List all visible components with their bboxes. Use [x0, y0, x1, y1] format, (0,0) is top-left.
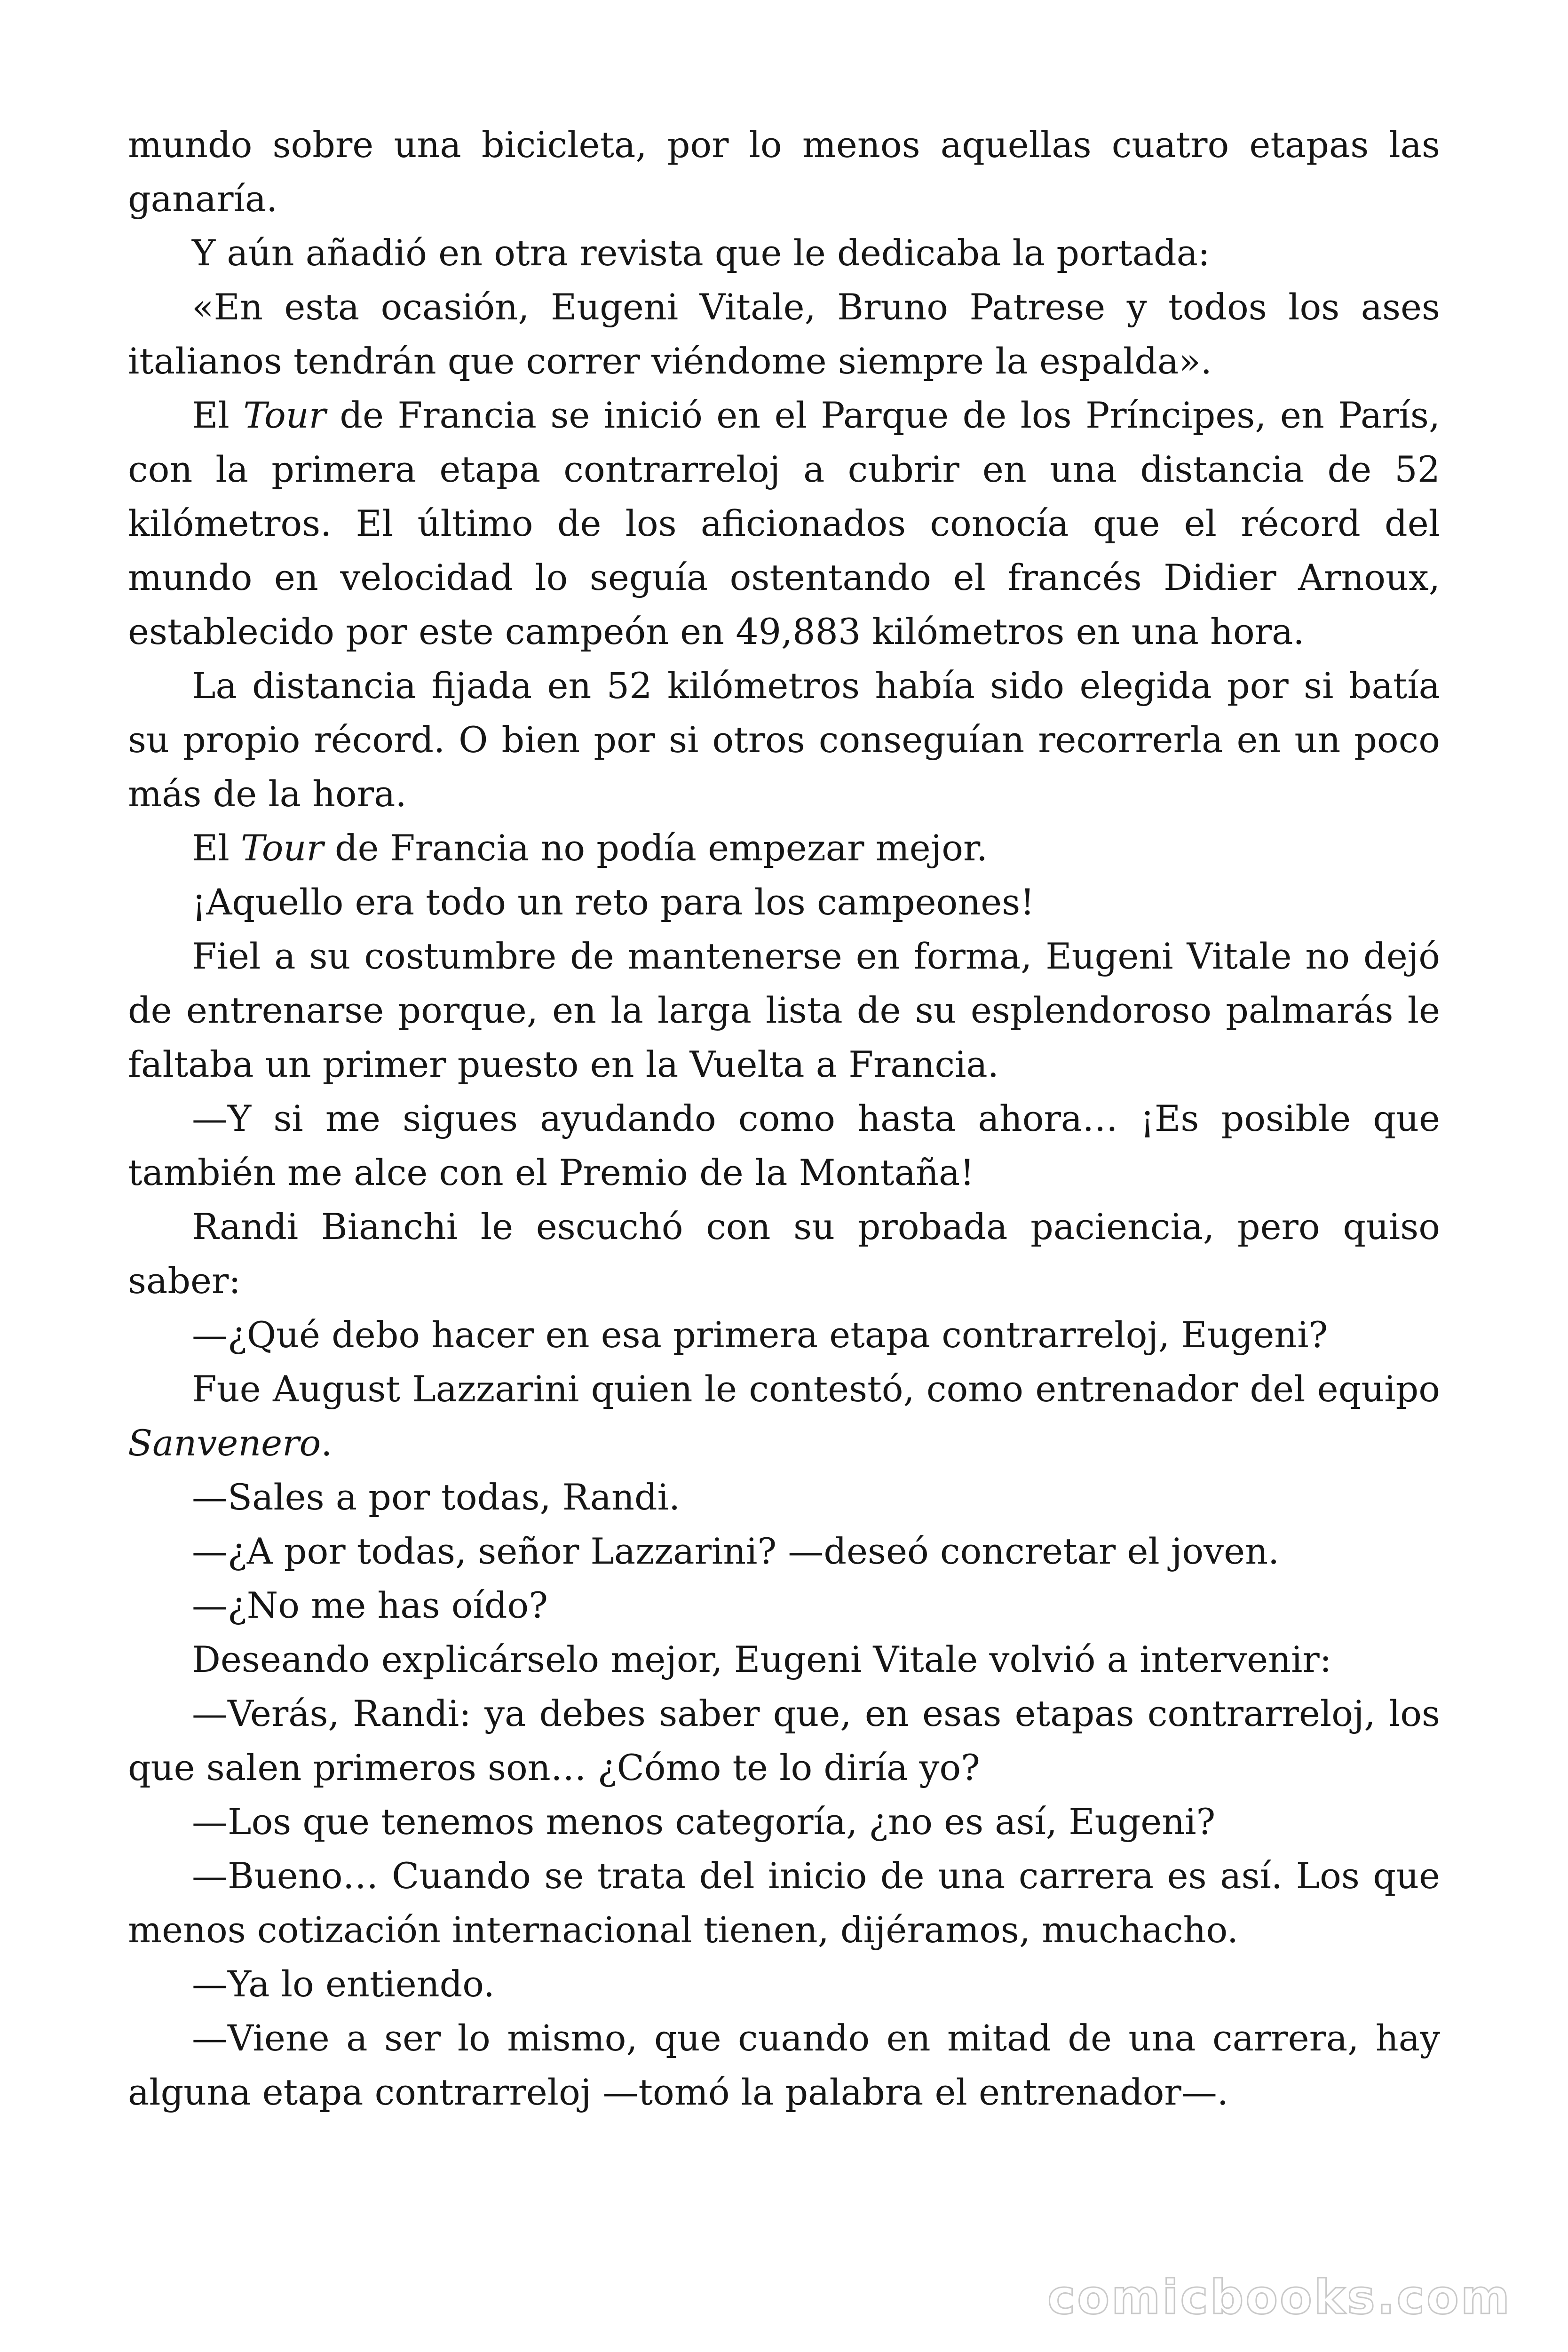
- paragraph: [128, 280, 1440, 388]
- text-segment: —¿Qué debo hacer en esa primera etapa contrarreloj, Eugeni?: [192, 1314, 1328, 1356]
- watermark-logo: comicbooks.com: [1047, 2270, 1512, 2325]
- text-segment: —¿A por todas, señor Lazzarini? —deseó concretar el joven.: [192, 1530, 1280, 1572]
- paragraph: [128, 1795, 1440, 1849]
- text-segment: —¿No me has oído?: [192, 1584, 548, 1626]
- text-segment: de Francia se inició en el Parque de los Príncipes, en París, con la primera etapa contrarreloj a cubrir en una distancia de 52 kilómetros. El último de los aficionados conocía que el récord del mundo en velocidad lo seguía ostentando el francés Didier Arnoux, establecido por este campeón en 49,883 kilómetros en una hora.: [128, 394, 1440, 652]
- text-segment: El: [192, 394, 244, 436]
- paragraph: [128, 1686, 1440, 1795]
- text-segment: .: [321, 1422, 333, 1464]
- italic-text: Tour: [240, 827, 324, 869]
- paragraph: [128, 1849, 1440, 1957]
- text-segment: El: [192, 827, 241, 869]
- text-segment: —Verás, Randi: ya debes saber que, en esas etapas contrarreloj, los que salen primeros son… ¿Cómo te lo diría yo?: [128, 1692, 1440, 1788]
- paragraph: [128, 1362, 1440, 1470]
- paragraph: [128, 1308, 1440, 1362]
- italic-text: Sanvenero: [128, 1422, 321, 1464]
- text-segment: —Los que tenemos menos categoría, ¿no es así, Eugeni?: [192, 1801, 1216, 1843]
- text-segment: —Bueno… Cuando se trata del inicio de una carrera es así. Los que menos cotización internacional tienen, dijéramos, muchacho.: [128, 1855, 1440, 1951]
- text-segment: La distancia fijada en 52 kilómetros había sido elegida por si batía su propio récord. O bien por si otros conseguían recorrerla en un poco más de la hora.: [128, 665, 1440, 815]
- text-segment: —Viene a ser lo mismo, que cuando en mitad de una carrera, hay alguna etapa contrarreloj —tomó la palabra el entrenador—.: [128, 2017, 1440, 2113]
- text-segment: mundo sobre una bicicleta, por lo menos aquellas cuatro etapas las ganaría.: [128, 124, 1440, 220]
- book-page: [128, 118, 1440, 2119]
- paragraph: [128, 1957, 1440, 2011]
- paragraph: [128, 118, 1440, 226]
- text-segment: Randi Bianchi le escuchó con su probada paciencia, pero quiso saber:: [128, 1206, 1440, 1302]
- text-segment: de Francia no podía empezar mejor.: [323, 827, 988, 869]
- text-segment: —Y si me sigues ayudando como hasta ahora… ¡Es posible que también me alce con el Premio de la Montaña!: [128, 1097, 1440, 1193]
- paragraph: [128, 821, 1440, 875]
- paragraph: [128, 1200, 1440, 1308]
- text-segment: Fue August Lazzarini quien le contestó, como entrenador del equipo: [192, 1368, 1440, 1410]
- paragraph: [128, 388, 1440, 659]
- paragraph: [128, 1632, 1440, 1686]
- text-segment: Deseando explicárselo mejor, Eugeni Vitale volvió a intervenir:: [192, 1638, 1332, 1680]
- text-segment: Fiel a su costumbre de mantenerse en forma, Eugeni Vitale no dejó de entrenarse porque, en la larga lista de su esplendoroso palmarás le faltaba un primer puesto en la Vuelta a Francia.: [128, 935, 1440, 1085]
- paragraph: [128, 1470, 1440, 1524]
- paragraph: [128, 226, 1440, 280]
- paragraph: [128, 875, 1440, 929]
- paragraph: [128, 1578, 1440, 1632]
- paragraph: [128, 659, 1440, 821]
- paragraph: [128, 929, 1440, 1091]
- paragraph: [128, 1524, 1440, 1578]
- text-segment: —Sales a por todas, Randi.: [192, 1476, 681, 1518]
- text-segment: «En esta ocasión, Eugeni Vitale, Bruno Patrese y todos los ases italianos tendrán que correr viéndome siempre la espalda».: [128, 286, 1440, 382]
- paragraph: [128, 1091, 1440, 1200]
- paragraph: [128, 2011, 1440, 2119]
- italic-text: Tour: [243, 394, 326, 436]
- text-segment: ¡Aquello era todo un reto para los campeones!: [192, 881, 1035, 923]
- text-segment: —Ya lo entiendo.: [192, 1963, 495, 2005]
- text-segment: Y aún añadió en otra revista que le dedicaba la portada:: [192, 232, 1210, 274]
